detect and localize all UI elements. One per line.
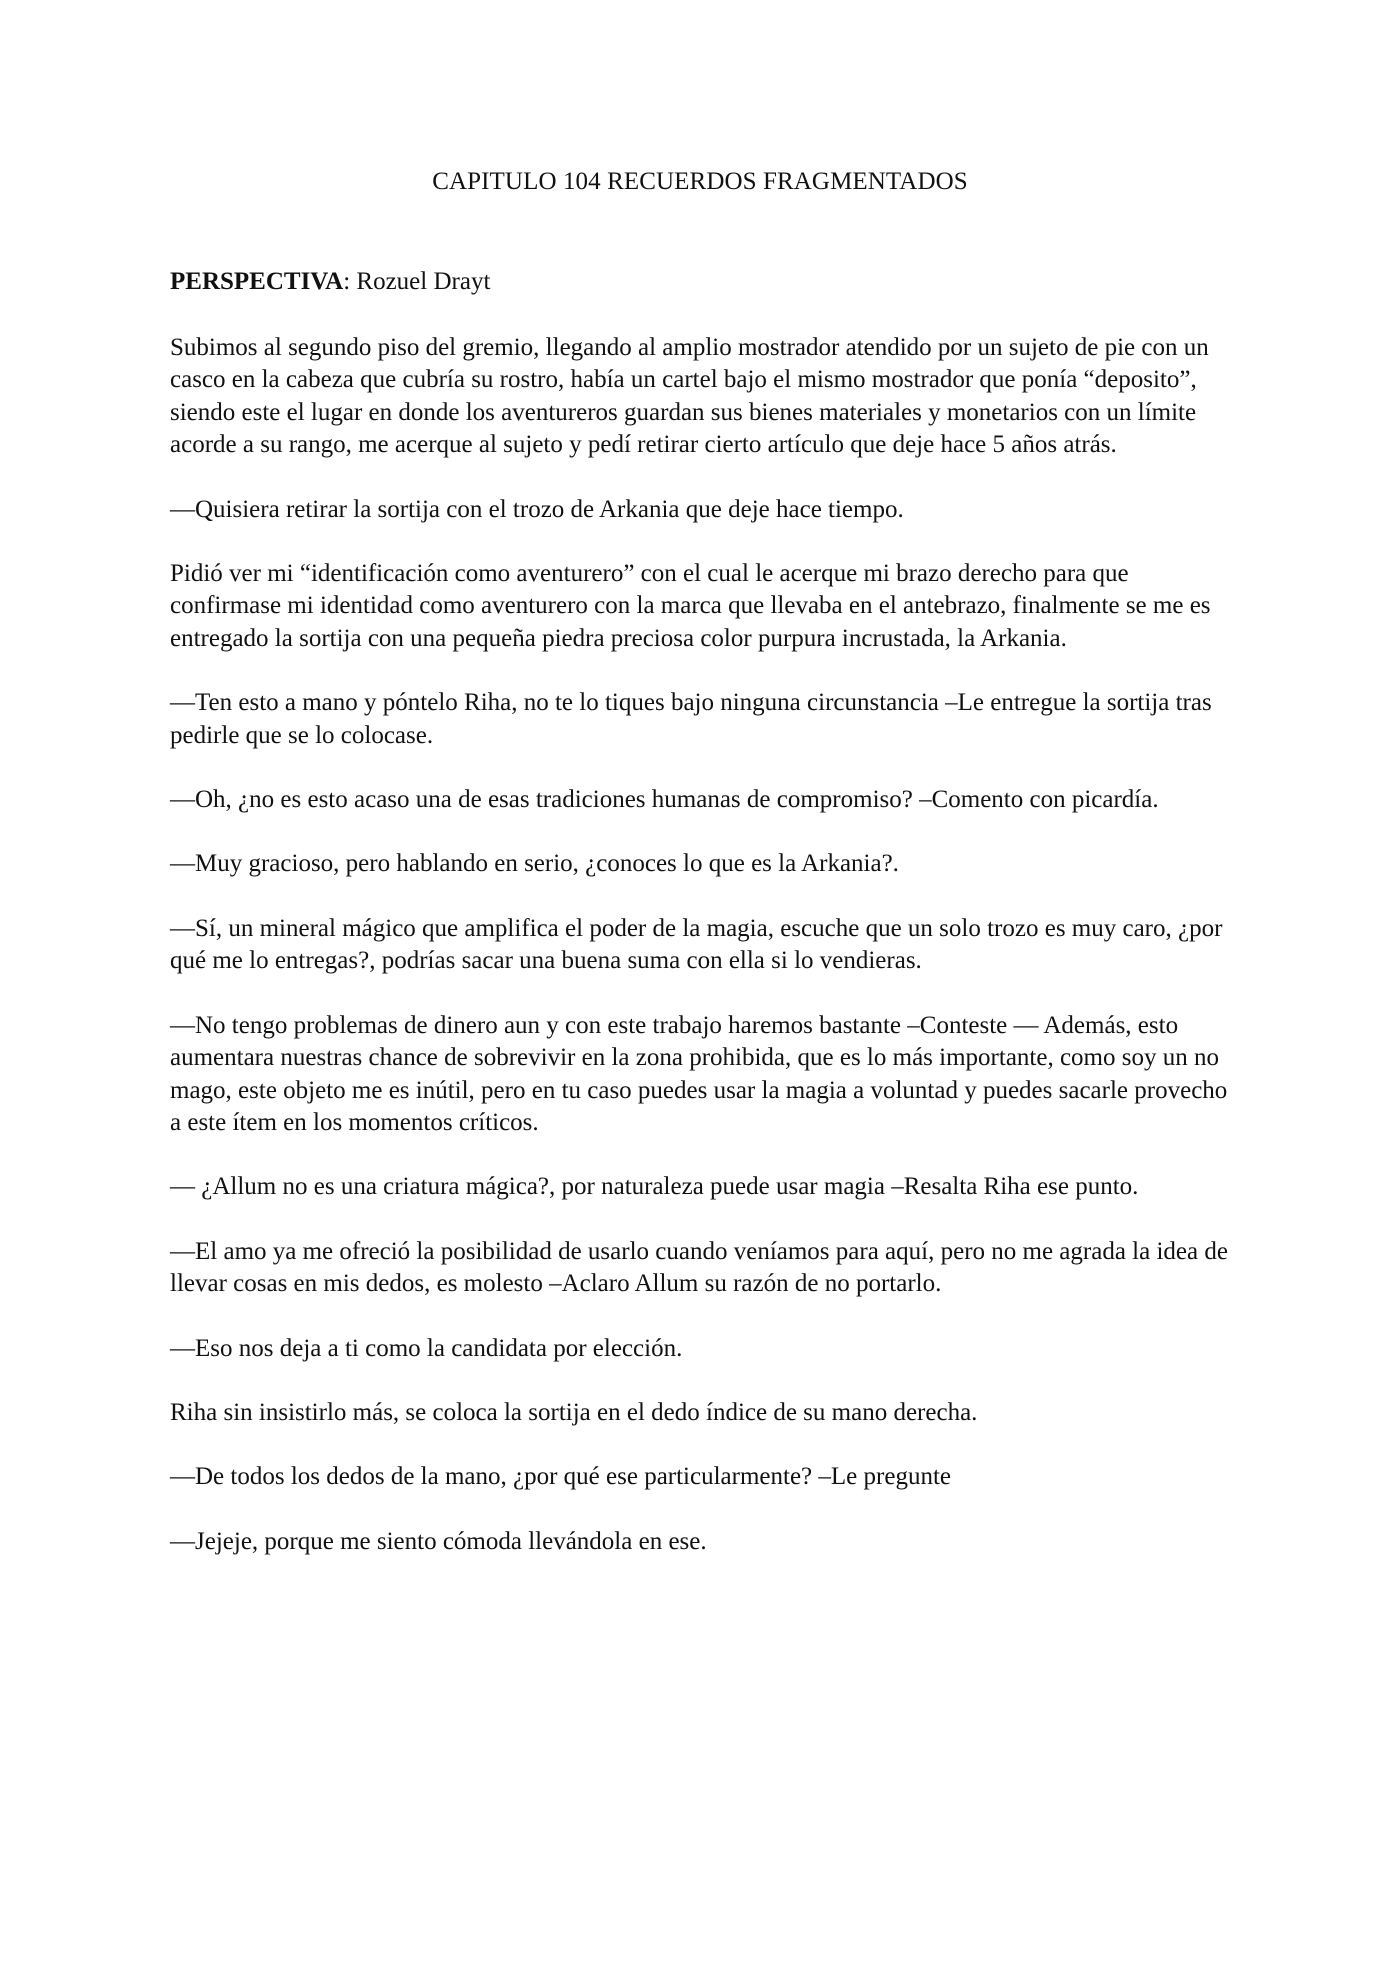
paragraph: Subimos al segundo piso del gremio, llegando al amplio mostrador atendido por un sujeto de pie con un casco en la cabeza que cubría su rostro, había un cartel bajo el mismo mostrador que ponía “deposito”, siendo este el lugar en donde los aventureros guardan sus bienes materiales y monetarios con un límite acorde a su rango, me acerque al sujeto y pedí retirar cierto artículo que deje hace 5 años atrás.: [170, 334, 1209, 459]
paragraph: Pidió ver mi “identificación como aventurero” con el cual le acerque mi brazo derecho para que confirmase mi identidad como aventurero con la marca que llevaba en el antebrazo, finalmente se me es entregado la sortija con una pequeña piedra preciosa color purpura incrustada, la Arkania.: [170, 560, 1211, 652]
perspective-value: Rozuel Drayt: [350, 268, 491, 295]
paragraph: —Sí, un mineral mágico que amplifica el poder de la magia, escuche que un solo trozo es muy caro, ¿por qué me lo entregas?, podrías sacar una buena suma con ella si lo vendieras.: [170, 914, 1223, 975]
paragraph: —Oh, ¿no es esto acaso una de esas tradiciones humanas de compromiso? –Comento con picardía.: [170, 786, 1159, 814]
chapter-title: CAPITULO 104 RECUERDOS FRAGMENTADOS: [432, 168, 968, 195]
paragraph: —Ten esto a mano y póntelo Riha, no te lo tiques bajo ninguna circunstancia –Le entregue la sortija tras pedirle que se lo colocase.: [170, 689, 1212, 749]
paragraph: —Quisiera retirar la sortija con el trozo de Arkania que deje hace tiempo.: [170, 495, 904, 523]
paragraph: — ¿Allum no es una criatura mágica?, por naturaleza puede usar magia –Resalta Riha ese punto.: [170, 1173, 1139, 1201]
page-content: [170, 166, 1230, 1590]
paragraph: —Jejeje, porque me siento cómoda llevándola en ese.: [170, 1527, 707, 1555]
paragraph: —No tengo problemas de dinero aun y con este trabajo haremos bastante –Conteste — Además, esto aumentara nuestras chance de sobrevivir en la zona prohibida, que es lo más importante, como soy un no mago, este objeto me es inútil, pero en tu caso puedes usar la magia a voluntad y puedes sacarle provecho a este ítem en los momentos críticos.: [170, 1011, 1228, 1136]
perspective-label: PERSPECTIVA: [170, 268, 344, 295]
paragraph: —De todos los dedos de la mano, ¿por qué ese particularmente? –Le pregunte: [170, 1463, 951, 1491]
paragraph: —Eso nos deja a ti como la candidata por elección.: [170, 1334, 683, 1362]
paragraph: —El amo ya me ofreció la posibilidad de usarlo cuando veníamos para aquí, pero no me agrada la idea de llevar cosas en mis dedos, es molesto –Aclaro Allum su razón de no portarlo.: [170, 1237, 1228, 1298]
paragraph: —Muy gracioso, pero hablando en serio, ¿conoces lo que es la Arkania?.: [170, 850, 899, 878]
perspective-separator: :: [343, 268, 351, 295]
paragraph: Riha sin insistirlo más, se coloca la sortija en el dedo índice de su mano derecha.: [170, 1398, 978, 1426]
perspective-line: [170, 266, 1230, 298]
